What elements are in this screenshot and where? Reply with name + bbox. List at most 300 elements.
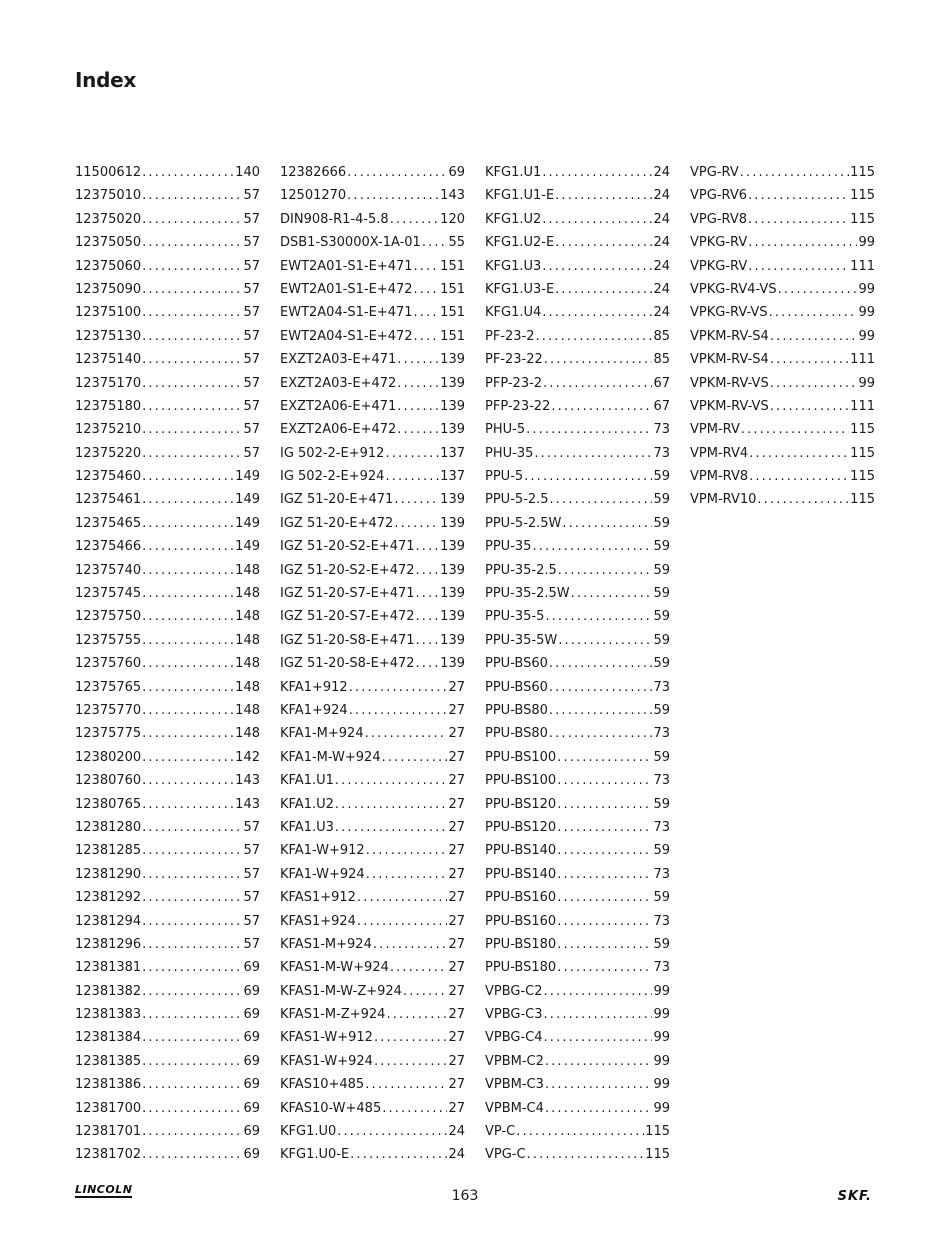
index-entry — [485, 980, 670, 1003]
index-entry — [485, 1097, 670, 1120]
index-entry-term: VPBM-C3 — [485, 1077, 544, 1093]
index-entry-term: VPG-RV — [690, 165, 739, 180]
index-entry-term: KFG1.U1 — [485, 165, 542, 180]
dot-leader — [142, 652, 234, 675]
dot-leader — [397, 348, 439, 371]
index-entry-page: 55 — [448, 235, 465, 251]
index-entry-page: 57 — [243, 305, 260, 321]
index-entry-page: 73 — [653, 913, 670, 929]
index-entry-page: 99 — [653, 1077, 670, 1093]
dot-leader — [390, 956, 448, 979]
index-entry-term: VPM-RV8 — [690, 469, 749, 485]
dot-leader — [516, 1120, 644, 1143]
dot-leader — [416, 652, 440, 675]
index-entry-term: KFAS1+924 — [280, 913, 356, 929]
index-entry-page: 27 — [448, 1030, 465, 1046]
dot-leader — [142, 255, 242, 278]
index-entry-term: PPU-35-5 — [485, 609, 545, 625]
index-entry-page: 143 — [235, 796, 260, 812]
index-entry-page: 27 — [448, 960, 465, 976]
index-entry-term: VPBG-C4 — [485, 1030, 543, 1046]
index-entry-page: 57 — [243, 375, 260, 391]
index-entry-page: 27 — [448, 1077, 465, 1093]
index-entry-term: KFAS1-W+912 — [280, 1030, 373, 1046]
index-entry — [280, 418, 465, 441]
dot-leader — [557, 910, 652, 933]
index-entry — [280, 208, 465, 231]
dot-leader — [557, 933, 652, 956]
index-entry-term: 12375755 — [75, 632, 142, 648]
index-entry — [75, 722, 260, 745]
index-entry-page: 99 — [858, 305, 875, 321]
index-entry-page: 57 — [243, 422, 260, 438]
index-entry-term: 12375100 — [75, 305, 142, 321]
index-entry — [280, 676, 465, 699]
index-entry-page: 57 — [243, 258, 260, 274]
dot-leader — [542, 208, 652, 231]
index-entry-term: 12381296 — [75, 936, 142, 952]
index-entry-page: 149 — [235, 469, 260, 485]
index-entry-page: 73 — [653, 819, 670, 835]
index-entry-term: EWT2A01-S1-E+471 — [280, 258, 413, 274]
index-column-2 — [280, 161, 465, 1171]
index-entry-term: VPBG-C2 — [485, 983, 543, 999]
index-entry-term: 12375740 — [75, 562, 142, 578]
index-entry — [280, 1097, 465, 1120]
dot-leader — [142, 1003, 242, 1026]
index-entry — [485, 278, 670, 301]
index-entry-page: 111 — [850, 398, 875, 414]
dot-leader — [374, 1026, 448, 1049]
dot-leader — [397, 372, 439, 395]
index-entry-page: 24 — [653, 258, 670, 274]
index-entry-page: 139 — [440, 352, 465, 368]
index-entry — [280, 863, 465, 886]
index-entry-term: IGZ 51-20-S8-E+471 — [280, 632, 415, 648]
dot-leader — [142, 629, 234, 652]
index-entry — [485, 816, 670, 839]
dot-leader — [549, 722, 653, 745]
index-entry — [75, 1073, 260, 1096]
index-entry — [75, 535, 260, 558]
index-entry — [75, 886, 260, 909]
dot-leader — [386, 1003, 447, 1026]
index-entry-page: 57 — [243, 819, 260, 835]
index-entry-page: 67 — [653, 398, 670, 414]
index-entry-page: 27 — [448, 936, 465, 952]
index-entry-page: 59 — [653, 936, 670, 952]
index-column-4 — [690, 161, 875, 1171]
index-entry — [690, 442, 875, 465]
index-entry-page: 27 — [448, 843, 465, 859]
index-entry-page: 99 — [858, 281, 875, 297]
dot-leader — [142, 722, 234, 745]
index-entry-term: 12381386 — [75, 1077, 142, 1093]
index-entry-page: 57 — [243, 445, 260, 461]
index-entry-page: 137 — [440, 469, 465, 485]
index-entry — [485, 605, 670, 628]
dot-leader — [347, 184, 439, 207]
index-entry-term: PPU-5-2.5W — [485, 515, 562, 531]
index-entry-page: 59 — [653, 656, 670, 672]
index-entry-term: 12375220 — [75, 445, 142, 461]
index-entry-page: 24 — [653, 211, 670, 227]
index-entry-term: 12375170 — [75, 375, 142, 391]
dot-leader — [555, 278, 652, 301]
index-entry-page: 24 — [653, 281, 670, 297]
index-entry-page: 57 — [243, 211, 260, 227]
index-entry-term: PPU-35-5W — [485, 632, 558, 648]
index-entry — [280, 1143, 465, 1166]
index-entry-page: 148 — [235, 702, 260, 718]
index-entry-page: 24 — [448, 1124, 465, 1140]
index-entry — [75, 488, 260, 511]
index-entry-term: EXZT2A06-E+472 — [280, 422, 397, 438]
index-entry-page: 27 — [448, 749, 465, 765]
index-entry-term: IG 502-2-E+912 — [280, 445, 385, 461]
dot-leader — [142, 839, 242, 862]
index-entry-page: 139 — [440, 492, 465, 508]
dot-leader — [542, 161, 652, 184]
index-entry — [485, 652, 670, 675]
index-entry — [280, 839, 465, 862]
dot-leader — [382, 746, 448, 769]
index-entry — [485, 793, 670, 816]
index-entry-page: 57 — [243, 281, 260, 297]
dot-leader — [544, 980, 653, 1003]
index-entry — [75, 676, 260, 699]
dot-leader — [549, 699, 653, 722]
index-entry — [280, 1003, 465, 1026]
dot-leader — [544, 348, 653, 371]
index-entry-term: PPU-35 — [485, 539, 532, 555]
dot-leader — [557, 956, 652, 979]
index-entry — [690, 184, 875, 207]
index-entry — [485, 769, 670, 792]
dot-leader — [142, 793, 234, 816]
dot-leader — [416, 582, 440, 605]
index-entry-term: 12375466 — [75, 539, 142, 555]
index-entry-page: 69 — [243, 1147, 260, 1163]
dot-leader — [357, 886, 448, 909]
dot-leader — [757, 488, 849, 511]
dot-leader — [422, 231, 448, 254]
dot-leader — [142, 816, 242, 839]
dot-leader — [416, 629, 440, 652]
index-entry-page: 115 — [850, 469, 875, 485]
dot-leader — [142, 699, 234, 722]
index-entry-term: PPU-BS80 — [485, 702, 548, 718]
index-entry-term: PF-23-22 — [485, 352, 543, 368]
index-entry — [75, 395, 260, 418]
dot-leader — [335, 816, 448, 839]
index-entry-term: 12380760 — [75, 773, 142, 789]
index-entry-term: 12375180 — [75, 398, 142, 414]
skf-logo: SKF. — [837, 1189, 872, 1204]
index-entry-term: VPBG-C3 — [485, 1007, 543, 1023]
index-entry-term: PPU-BS120 — [485, 796, 557, 812]
index-entry-term: VPG-RV8 — [690, 211, 747, 227]
index-entry — [280, 372, 465, 395]
index-entry — [690, 301, 875, 324]
dot-leader — [557, 863, 652, 886]
index-entry-page: 27 — [448, 796, 465, 812]
dot-leader — [536, 325, 653, 348]
dot-leader — [374, 1050, 448, 1073]
index-entry — [280, 161, 465, 184]
index-entry-term: 12375010 — [75, 188, 142, 204]
index-entry-page: 139 — [440, 398, 465, 414]
index-entry-page: 115 — [645, 1147, 670, 1163]
index-entry-term: 12375461 — [75, 492, 142, 508]
index-entry-page: 139 — [440, 586, 465, 602]
index-entry-page: 115 — [850, 422, 875, 438]
index-entry — [690, 208, 875, 231]
index-entry — [75, 980, 260, 1003]
dot-leader — [557, 793, 652, 816]
index-entry-page: 99 — [858, 328, 875, 344]
dot-leader — [142, 395, 242, 418]
index-entry-term: VPKM-RV-S4 — [690, 352, 769, 368]
index-entry-term: 12375050 — [75, 235, 142, 251]
index-entry-term: KFAS1-M-Z+924 — [280, 1007, 386, 1023]
index-entry — [75, 793, 260, 816]
dot-leader — [557, 746, 652, 769]
dot-leader — [748, 208, 849, 231]
index-entry-page: 69 — [243, 1077, 260, 1093]
index-entry-term: KFA1-M-W+924 — [280, 749, 381, 765]
index-entry-term: VPKG-RV — [690, 258, 748, 274]
index-entry — [280, 629, 465, 652]
index-entry-page: 120 — [440, 211, 465, 227]
dot-leader — [142, 231, 242, 254]
index-entry-term: 12375750 — [75, 609, 142, 625]
index-entry-term: PPU-BS120 — [485, 819, 557, 835]
index-entry-page: 115 — [850, 445, 875, 461]
index-entry-page: 24 — [653, 165, 670, 180]
index-entry-term: IGZ 51-20-S8-E+472 — [280, 656, 415, 672]
dot-leader — [142, 1050, 242, 1073]
dot-leader — [416, 535, 440, 558]
index-entry — [75, 325, 260, 348]
index-entry-term: KFAS1-M-W+924 — [280, 960, 389, 976]
index-entry — [690, 231, 875, 254]
index-entry-term: 12381381 — [75, 960, 142, 976]
index-entry — [280, 722, 465, 745]
dot-leader — [748, 184, 849, 207]
dot-leader — [335, 769, 448, 792]
index-entry — [485, 1120, 670, 1143]
index-entry-term: VPKG-RV4-VS — [690, 281, 777, 297]
index-entry-term: VPKM-RV-S4 — [690, 328, 769, 344]
index-entry-term: 12375465 — [75, 515, 142, 531]
index-entry-page: 27 — [448, 890, 465, 906]
index-entry-page: 69 — [243, 1100, 260, 1116]
index-entry-term: 12375060 — [75, 258, 142, 274]
index-entry-page: 73 — [653, 960, 670, 976]
index-entry-term: PPU-BS180 — [485, 936, 557, 952]
index-entry-term: KFA1.U3 — [280, 819, 334, 835]
index-entry-page: 59 — [653, 796, 670, 812]
index-entry-term: VPKM-RV-VS — [690, 375, 769, 391]
dot-leader — [748, 255, 849, 278]
index-entry-term: PFP-23-2 — [485, 375, 543, 391]
dot-leader — [373, 933, 448, 956]
index-column-1 — [75, 161, 260, 1171]
index-entry-page: 27 — [448, 726, 465, 742]
index-entry-page: 85 — [653, 328, 670, 344]
index-entry-page: 140 — [235, 165, 260, 180]
index-entry-term: KFG1.U1-E — [485, 188, 555, 204]
index-entry — [690, 161, 875, 184]
index-entry — [75, 255, 260, 278]
index-entry-term: VPKG-RV-VS — [690, 305, 768, 321]
index-entry — [75, 1050, 260, 1073]
dot-leader — [142, 980, 242, 1003]
index-entry — [485, 910, 670, 933]
index-entry-page: 57 — [243, 890, 260, 906]
index-entry-page: 99 — [858, 235, 875, 251]
index-entry-page: 27 — [448, 913, 465, 929]
dot-leader — [142, 418, 242, 441]
index-entry — [75, 1003, 260, 1026]
index-entry-term: VPBM-C2 — [485, 1053, 544, 1069]
dot-leader — [545, 1050, 653, 1073]
index-entry-page: 57 — [243, 843, 260, 859]
index-entry-term: IGZ 51-20-E+471 — [280, 492, 394, 508]
index-entry — [690, 348, 875, 371]
index-entry-page: 57 — [243, 936, 260, 952]
index-entry-term: PPU-BS140 — [485, 843, 557, 859]
index-entry-term: EWT2A01-S1-E+472 — [280, 281, 413, 297]
dot-leader — [382, 1097, 447, 1120]
index-entry — [75, 512, 260, 535]
dot-leader — [142, 1026, 242, 1049]
dot-leader — [403, 980, 448, 1003]
dot-leader — [749, 442, 849, 465]
index-entry-page: 69 — [243, 1007, 260, 1023]
dot-leader — [142, 1143, 242, 1166]
index-entry-page: 137 — [440, 445, 465, 461]
index-entry-term: KFAS1-W+924 — [280, 1053, 373, 1069]
index-entry-page: 59 — [653, 843, 670, 859]
index-entry — [485, 372, 670, 395]
dot-leader — [555, 231, 652, 254]
index-entry — [75, 1143, 260, 1166]
index-entry — [280, 1050, 465, 1073]
index-entry-term: KFAS10+485 — [280, 1077, 365, 1093]
index-entry — [485, 184, 670, 207]
index-entry-term: EXZT2A06-E+471 — [280, 398, 397, 414]
index-entry-term: KFAS1+912 — [280, 890, 356, 906]
index-entry-page: 73 — [653, 422, 670, 438]
index-entry — [485, 1143, 670, 1166]
dot-leader — [397, 395, 439, 418]
index-columns — [75, 161, 875, 1171]
index-entry-term: IGZ 51-20-S2-E+471 — [280, 539, 415, 555]
index-entry — [75, 301, 260, 324]
dot-leader — [142, 605, 234, 628]
index-entry — [690, 325, 875, 348]
index-entry-term: IGZ 51-20-S2-E+472 — [280, 562, 415, 578]
dot-leader — [142, 559, 234, 582]
dot-leader — [142, 956, 242, 979]
index-entry-page: 59 — [653, 469, 670, 485]
index-entry-term: 12381294 — [75, 913, 142, 929]
dot-leader — [770, 372, 858, 395]
index-entry-term: VPM-RV — [690, 422, 740, 438]
index-entry-page: 115 — [645, 1124, 670, 1140]
dot-leader — [545, 605, 652, 628]
index-entry-page: 57 — [243, 913, 260, 929]
index-entry — [280, 1120, 465, 1143]
index-entry-term: 12375770 — [75, 702, 142, 718]
index-entry-term: PPU-BS60 — [485, 679, 548, 695]
index-entry-term: PHU-35 — [485, 445, 534, 461]
index-entry-page: 57 — [243, 866, 260, 882]
index-entry — [75, 863, 260, 886]
index-entry — [280, 699, 465, 722]
index-entry-page: 27 — [448, 983, 465, 999]
index-entry-term: 12380200 — [75, 749, 142, 765]
index-entry-page: 85 — [653, 352, 670, 368]
index-entry-term: 12381383 — [75, 1007, 142, 1023]
index-entry-page: 139 — [440, 539, 465, 555]
index-entry-page: 59 — [653, 515, 670, 531]
index-entry-term: 12381292 — [75, 890, 142, 906]
index-entry — [280, 1073, 465, 1096]
index-entry-term: 12375020 — [75, 211, 142, 227]
index-entry-page: 115 — [850, 492, 875, 508]
index-entry-term: 12380765 — [75, 796, 142, 812]
dot-leader — [394, 512, 439, 535]
index-entry — [485, 629, 670, 652]
lincoln-logo: LINCOLN — [75, 1183, 133, 1196]
dot-leader — [142, 1097, 242, 1120]
dot-leader — [550, 488, 653, 511]
index-entry — [75, 1097, 260, 1120]
dot-leader — [557, 839, 652, 862]
index-entry-term: PPU-5-2.5 — [485, 492, 549, 508]
index-entry — [485, 746, 670, 769]
index-entry-page: 27 — [448, 702, 465, 718]
index-entry — [485, 465, 670, 488]
index-entry — [280, 278, 465, 301]
dot-leader — [142, 582, 234, 605]
index-entry — [485, 512, 670, 535]
index-entry-page: 59 — [653, 492, 670, 508]
index-entry — [485, 348, 670, 371]
dot-leader — [142, 488, 234, 511]
index-entry-page: 139 — [440, 632, 465, 648]
index-entry-term: 12375130 — [75, 328, 142, 344]
dot-leader — [749, 465, 849, 488]
dot-leader — [557, 769, 652, 792]
dot-leader — [142, 746, 234, 769]
index-entry — [690, 372, 875, 395]
dot-leader — [142, 910, 242, 933]
index-entry-term: 12381701 — [75, 1124, 142, 1140]
index-entry — [280, 980, 465, 1003]
index-entry-page: 59 — [653, 586, 670, 602]
dot-leader — [545, 1097, 653, 1120]
index-entry-page: 139 — [440, 375, 465, 391]
index-entry — [690, 395, 875, 418]
index-entry-page: 27 — [448, 819, 465, 835]
index-entry — [690, 465, 875, 488]
index-entry — [280, 535, 465, 558]
index-entry-page: 149 — [235, 492, 260, 508]
